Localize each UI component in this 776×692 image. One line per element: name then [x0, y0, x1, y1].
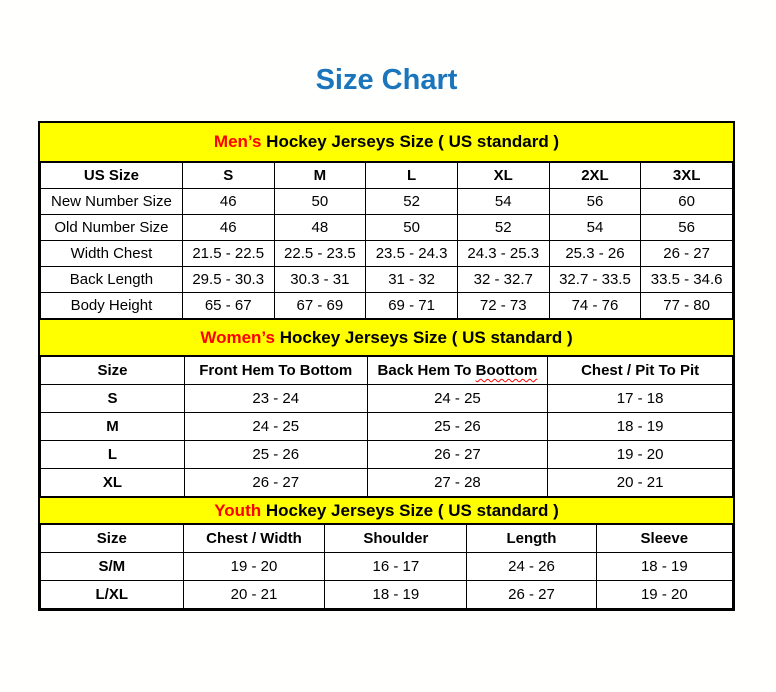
youth-value-cell: 24 - 26 [467, 553, 596, 581]
mens-column-header: L [366, 163, 458, 189]
mens-column-header: 2XL [549, 163, 641, 189]
mens-value-cell: 67 - 69 [274, 293, 366, 319]
womens-value-cell: 24 - 25 [367, 385, 548, 413]
mens-table-row [41, 241, 733, 267]
womens-value-cell: 17 - 18 [548, 385, 733, 413]
mens-row-label: Width Chest [41, 241, 183, 267]
womens-column-header [367, 357, 548, 385]
mens-value-cell: 21.5 - 22.5 [182, 241, 274, 267]
size-chart-tables [38, 121, 735, 611]
womens-column-header: Chest / Pit To Pit [548, 357, 733, 385]
mens-value-cell: 46 [182, 189, 274, 215]
mens-value-cell: 50 [274, 189, 366, 215]
mens-column-header: XL [457, 163, 549, 189]
mens-table-row [41, 215, 733, 241]
youth-section [40, 497, 733, 609]
mens-table-row [41, 267, 733, 293]
youth-value-cell: 18 - 19 [596, 553, 732, 581]
mens-value-cell: 77 - 80 [641, 293, 733, 319]
youth-band-rest: Hockey Jerseys Size ( US standard ) [261, 500, 559, 520]
mens-value-cell: 56 [641, 215, 733, 241]
youth-size-table [40, 524, 733, 609]
mens-row-label: New Number Size [41, 189, 183, 215]
mens-value-cell: 23.5 - 24.3 [366, 241, 458, 267]
womens-value-cell: 18 - 19 [548, 413, 733, 441]
womens-value-cell: 23 - 24 [184, 385, 367, 413]
womens-row-label: XL [41, 469, 185, 497]
womens-column-header-misspelled-word: Boottom [475, 362, 538, 379]
youth-column-header: Length [467, 525, 596, 553]
mens-value-cell: 50 [366, 215, 458, 241]
page-title: Size Chart [315, 64, 458, 96]
youth-header-row [41, 525, 733, 553]
womens-column-header-text: Back Hem To [377, 362, 476, 379]
mens-value-cell: 26 - 27 [641, 241, 733, 267]
womens-column-header: Size [41, 357, 185, 385]
womens-band-highlight: Women’s [200, 327, 275, 347]
mens-value-cell: 52 [457, 215, 549, 241]
youth-value-cell: 26 - 27 [467, 581, 596, 609]
youth-table-row [41, 553, 733, 581]
mens-value-cell: 32 - 32.7 [457, 267, 549, 293]
youth-value-cell: 16 - 17 [325, 553, 467, 581]
youth-column-header: Chest / Width [183, 525, 325, 553]
mens-value-cell: 31 - 32 [366, 267, 458, 293]
youth-column-header: Size [41, 525, 184, 553]
womens-size-table [40, 356, 733, 497]
womens-value-cell: 26 - 27 [367, 441, 548, 469]
mens-value-cell: 30.3 - 31 [274, 267, 366, 293]
mens-value-cell: 48 [274, 215, 366, 241]
womens-band-rest: Hockey Jerseys Size ( US standard ) [274, 327, 573, 347]
mens-column-header: M [274, 163, 366, 189]
youth-value-cell: 20 - 21 [183, 581, 325, 609]
mens-value-cell: 54 [549, 215, 641, 241]
youth-row-label: L/XL [41, 581, 184, 609]
mens-band-highlight: Men’s [213, 132, 262, 151]
youth-table-row [41, 581, 733, 609]
womens-band-header [40, 319, 733, 356]
youth-column-header: Sleeve [596, 525, 732, 553]
womens-section [40, 319, 733, 497]
womens-value-cell: 25 - 26 [184, 441, 367, 469]
mens-row-label: Back Length [41, 267, 183, 293]
mens-value-cell: 72 - 73 [457, 293, 549, 319]
womens-table-row [41, 469, 733, 497]
mens-value-cell: 52 [366, 189, 458, 215]
mens-value-cell: 69 - 71 [366, 293, 458, 319]
mens-value-cell: 25.3 - 26 [549, 241, 641, 267]
mens-band-rest: Hockey Jerseys Size ( US standard ) [261, 132, 560, 151]
youth-value-cell: 18 - 19 [325, 581, 467, 609]
youth-band-header [40, 497, 733, 524]
mens-value-cell: 46 [182, 215, 274, 241]
mens-value-cell: 74 - 76 [549, 293, 641, 319]
mens-value-cell: 24.3 - 25.3 [457, 241, 549, 267]
youth-row-label: S/M [41, 553, 184, 581]
womens-table-row [41, 441, 733, 469]
mens-value-cell: 60 [641, 189, 733, 215]
mens-value-cell: 56 [549, 189, 641, 215]
mens-section [40, 123, 733, 319]
mens-value-cell: 54 [457, 189, 549, 215]
mens-row-label: Body Height [41, 293, 183, 319]
womens-row-label: M [41, 413, 185, 441]
womens-row-label: S [41, 385, 185, 413]
womens-table-row [41, 413, 733, 441]
youth-value-cell: 19 - 20 [183, 553, 325, 581]
womens-table-row [41, 385, 733, 413]
mens-column-header: US Size [41, 163, 183, 189]
mens-value-cell: 32.7 - 33.5 [549, 267, 641, 293]
mens-column-header: S [182, 163, 274, 189]
womens-column-header: Front Hem To Bottom [184, 357, 367, 385]
youth-column-header: Shoulder [325, 525, 467, 553]
womens-value-cell: 26 - 27 [184, 469, 367, 497]
womens-header-row [41, 357, 733, 385]
mens-band-header [40, 123, 733, 162]
youth-value-cell: 19 - 20 [596, 581, 732, 609]
mens-row-label: Old Number Size [41, 215, 183, 241]
womens-row-label: L [41, 441, 185, 469]
mens-table-row [41, 189, 733, 215]
mens-header-row [41, 163, 733, 189]
mens-value-cell: 22.5 - 23.5 [274, 241, 366, 267]
womens-value-cell: 19 - 20 [548, 441, 733, 469]
womens-value-cell: 24 - 25 [184, 413, 367, 441]
mens-column-header: 3XL [641, 163, 733, 189]
womens-value-cell: 25 - 26 [367, 413, 548, 441]
mens-value-cell: 29.5 - 30.3 [182, 267, 274, 293]
youth-band-highlight: Youth [214, 500, 262, 520]
mens-size-table [40, 162, 733, 319]
mens-value-cell: 65 - 67 [182, 293, 274, 319]
mens-table-row [41, 293, 733, 319]
mens-value-cell: 33.5 - 34.6 [641, 267, 733, 293]
womens-value-cell: 20 - 21 [548, 469, 733, 497]
womens-value-cell: 27 - 28 [367, 469, 548, 497]
